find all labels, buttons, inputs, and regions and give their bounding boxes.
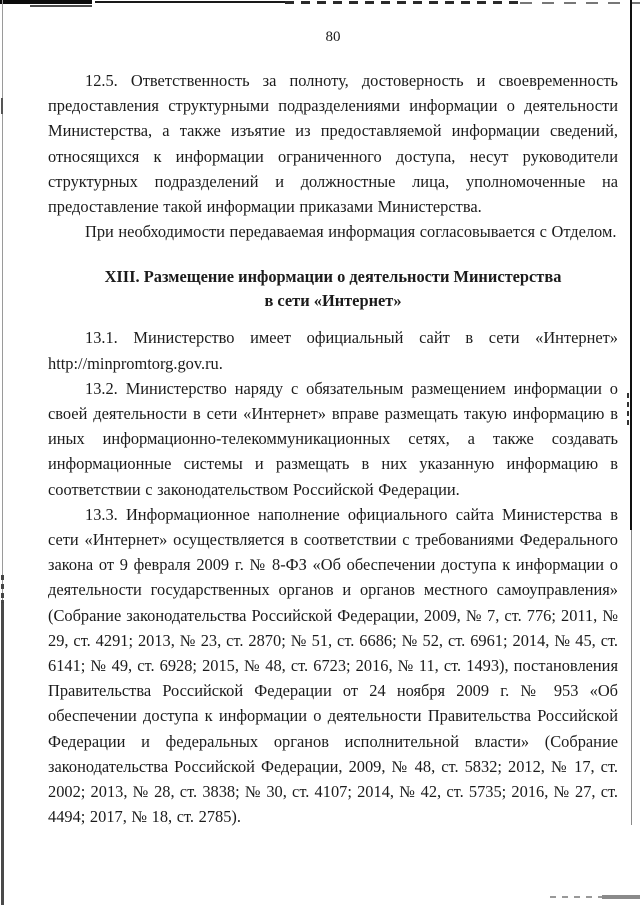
paragraph-13-3: 13.3. Информационное наполнение официального сайта Министерства в сети «Интернет» осуществляется в соответствии с требованиями Федерального закона от 9 февраля 2009 г. № 8-ФЗ «Об обеспечении доступа к информации о деятельности государственных органов и органов местного самоуправления» (Собрание законодательства Российской Федерации, 2009, № 7, ст. 776; 2011, № 29, ст. 4291; 2013, № 23, ст. 2870; № 51, ст. 6686; № 52, ст. 6961; 2014, № 45, ст. 6141; № 49, ст. 6928; 2015, № 48, ст. 6723; 2016, № 11, ст. 1493), постановления Правительства Российской Федерации от 24 ноября 2009 г. № 953 «Об обеспечении доступа к информации о деятельности Правительства Российской Федерации и федеральных органов исполнительной власти» (Собрание законодательства Российской Федерации, 2009, № 48, ст. 5832; 2012, № 17, ст. 2002; 2013, № 28, ст. 3838; № 30, ст. 4107; 2014, № 42, ст. 5735; 2016, № 27, ст. 4494; 2017, № 18, ст. 2785). [48, 504, 618, 827]
document-text-block [48, 28, 618, 829]
section-heading [66, 265, 600, 313]
paragraph-13-1: 13.1. Министерство имеет официальный сайт в сети «Интернет» http://minpromtorg.gov.ru. [48, 328, 618, 373]
paragraph-12-5: 12.5. Ответственность за полноту, достоверность и своевременность предоставления структурными подразделениями информации о деятельности Министерства, а также изъятие из предоставляемой информации сведений, относящихся к информации ограниченного доступа, несут руководители структурных подразделений и должностные лица, уполномоченные на предоставление такой информации приказами Министерства. [48, 71, 618, 217]
scan-artifact-top-edge [520, 2, 640, 4]
scan-artifact-right-edge [630, 0, 632, 530]
section-heading-line2: в сети «Интернет» [264, 291, 402, 311]
section-heading-line1: XIII. Размещение информации о деятельности Министерства [104, 267, 562, 287]
scan-artifact-top-edge [95, 1, 285, 3]
scan-artifact-top-edge [285, 1, 520, 4]
paragraph-13-2: 13.2. Министерство наряду с обязательным размещением информации о своей деятельности в сети «Интернет» вправе размещать такую информацию в иных информационно-телекоммуникационных сетях, а также создавать информационные системы и размещать в них указанную информацию в соответствии с законодательством Российской Федерации. [48, 378, 618, 499]
scan-artifact-right-edge [627, 393, 629, 427]
scan-artifact-bottom-edge [602, 895, 640, 899]
scan-artifact-right-edge [631, 530, 632, 825]
scan-artifact-bottom-edge [550, 896, 602, 898]
scan-artifact-top-edge [0, 0, 92, 4]
scan-artifact-left-edge [1, 575, 4, 603]
scan-artifact-left-edge [1, 98, 3, 114]
paragraph-note: При необходимости передаваемая информация согласовывается с Отделом. [85, 222, 617, 242]
scan-artifact-left-edge [1, 600, 4, 905]
scan-artifact-top-edge [30, 5, 92, 7]
page-number: 80 [325, 29, 341, 45]
